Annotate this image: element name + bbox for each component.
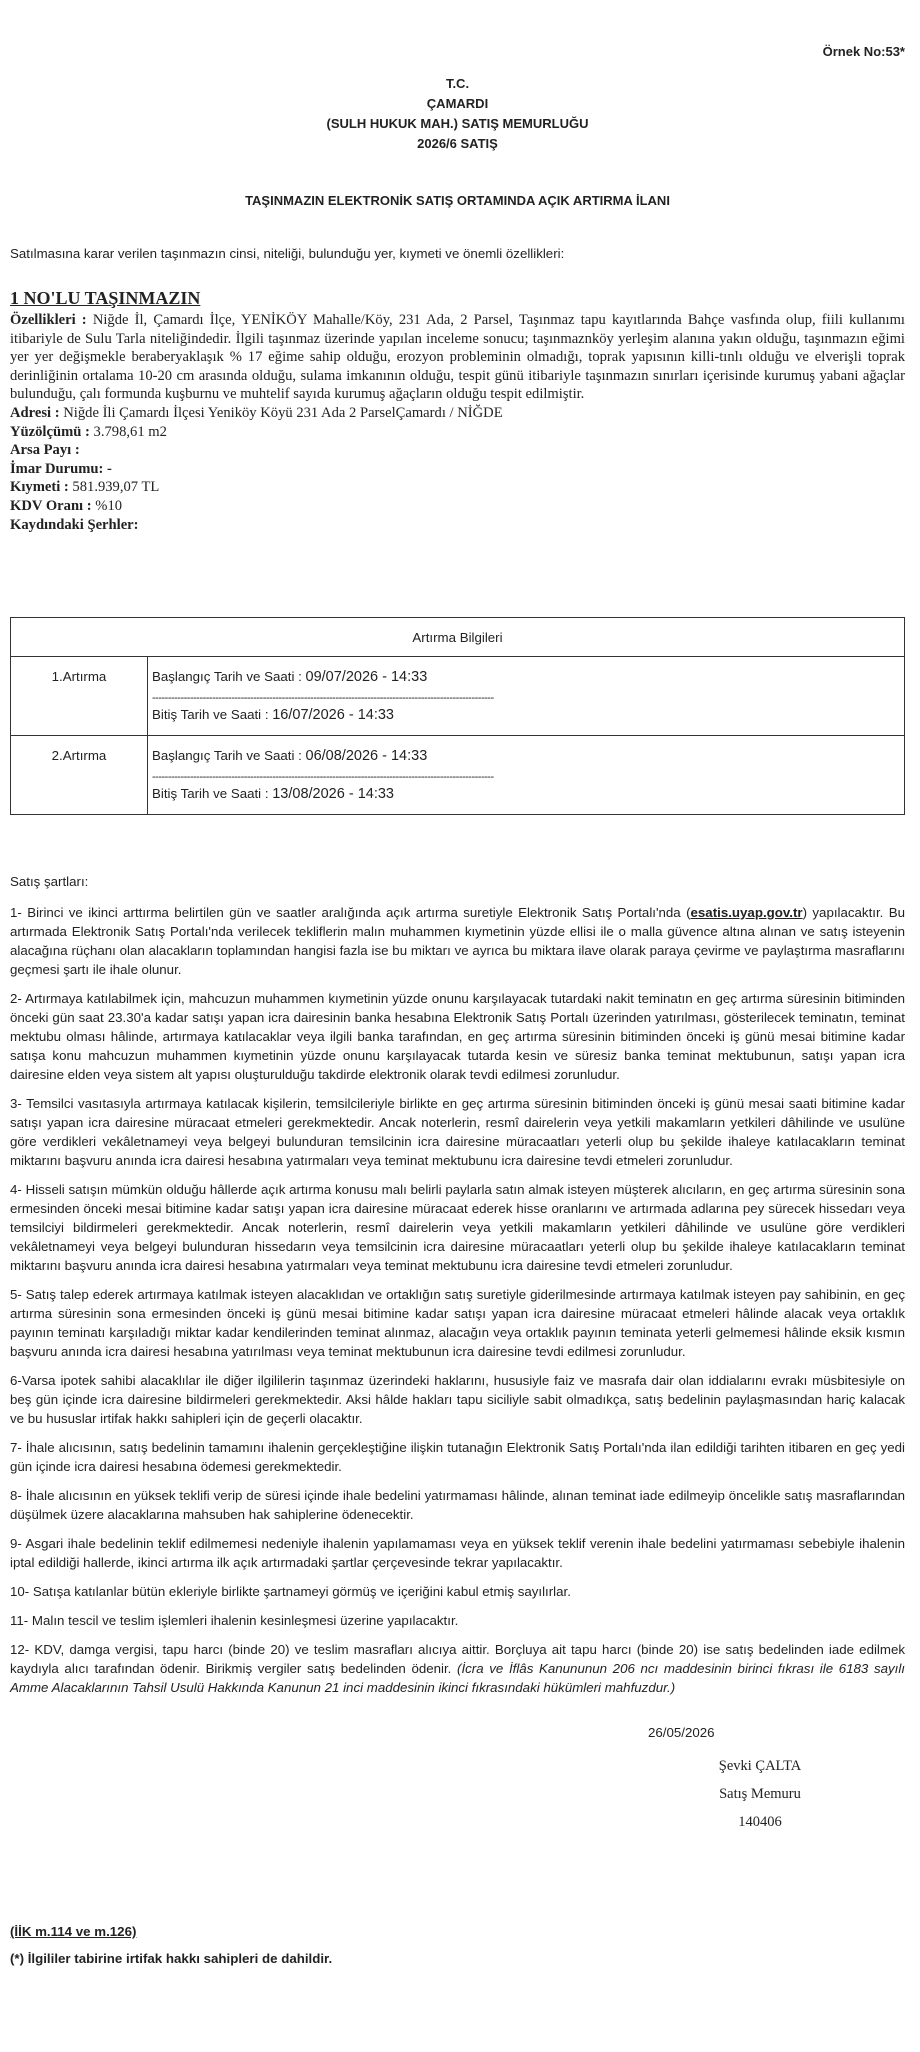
auction-row <box>11 657 905 736</box>
page-title: TAŞINMAZIN ELEKTRONİK SATIŞ ORTAMINDA AÇIK ARTIRMA İLANI <box>245 193 670 208</box>
signer-code: 140406 <box>738 1814 782 1830</box>
features-label: Özellikleri : <box>10 312 87 328</box>
value-label: Kıymeti : <box>10 479 69 496</box>
property-section <box>10 287 905 534</box>
auction-start <box>152 669 900 689</box>
end-value: 16/07/2026 - 14:33 <box>272 707 394 723</box>
date-separator: ------------------------------------------------------------------------------------------------------------ <box>152 692 494 704</box>
signature-date: 26/05/2026 <box>648 1725 715 1740</box>
date-separator: ------------------------------------------------------------------------------------------------------------ <box>152 771 494 783</box>
property-land-share <box>10 441 905 460</box>
auction-end <box>152 707 900 727</box>
property-heading: 1 NO'LU TAŞINMAZIN <box>10 288 201 308</box>
document-header <box>10 74 905 154</box>
esatis-link[interactable]: esatis.uyap.gov.tr <box>690 905 803 920</box>
property-value <box>10 478 905 497</box>
condition-5: 5- Satış talep ederek artırmaya katılmak isteyen alacaklıdan ve ortaklığın satış suretiyle giderilmesinde artırmaya katılmak isteyen pay sahibinin, en geç artırma süresinin sona ermesinden önceki iş günü mesai bitimine kadar satışı yapan icra dairesine müracaat etmeleri hâlinde alacak veya ortaklık payının teminatı karşıladığı miktar kadar kendilerinden teminat alınmaz, alacağın veya ortaklık payının teminata yeterli gelmemesi hâlinde eksik kısmın başvuru anında icra dairesi hesabına yatırılması veya teminat mektubunun icra dairesine tevdi edilmesi zorunludur. <box>10 1287 905 1359</box>
condition-12-text: 12- KDV, damga vergisi, tapu harcı (binde 20) ve teslim masrafları alıcıya aittir. Borçluya ait tapu harcı (binde 20) ise satış bedelinden iade edilmek kaydıyla alıcı tarafından ödenir. Birikmiş vergiler satış bedelinden ödenir. <box>10 1642 905 1676</box>
start-label: Başlangıç Tarih ve Saati : <box>152 669 302 684</box>
auction-table <box>10 617 905 815</box>
start-label: Başlangıç Tarih ve Saati : <box>152 748 302 763</box>
address-label: Adresi : <box>10 404 60 421</box>
auction-row <box>11 736 905 815</box>
end-label: Bitiş Tarih ve Saati : <box>152 786 269 801</box>
condition-12 <box>10 1640 905 1697</box>
value-amount: 581.939,07 TL <box>72 479 160 496</box>
condition-10: 10- Satışa katılanlar bütün ekleriyle birlikte şartnameyi görmüş ve içeriğini kabul etmiş sayılırlar. <box>10 1584 571 1599</box>
condition-1 <box>10 903 905 979</box>
auction-start <box>152 748 900 768</box>
features-value: Niğde İl, Çamardı İlçe, YENİKÖY Mahalle/Köy, 231 Ada, 2 Parsel, Taşınmaz tapu kayıtlarında Bahçe vasfında olup, fiili kullanımı itibariyle de Sulu Tarla niteliğindedir. İlgili taşınmaz üzerinde yapılan inceleme sonucu; taşınmaznköy yerleşim alanına yakın olduğu, taşınmazın eğimi yer yer değişmekle beraberyaklaşık % 17 eğime sahip olduğu, erozyon probleminin olmadığı, toprak yapısının killi-tınlı olduğu ve elverişli toprak derinliğinin ortalama 10-20 cm arasında olduğu, sulama imkanının olduğu, tespit günü itibariyle taşınmazın sınırları içerisinde kurumuş yabani ağaçlar bulunduğu, çalı formunda kuşburnu ve muhtelif sayıda kurumuş ağaçların olduğu tespit edilmiştir. <box>10 312 905 403</box>
condition-3: 3- Temsilci vasıtasıyla artırmaya katılacak kişilerin, temsilcileriyle birlikte en geç artırma süresinin bitiminden önceki iş günü mesai saati bitimine kadar satışı yapan icra dairesine müracaat etmeleri gerekmektedir. Ancak noterlerin, resmî dairelerin veya yetkili makamların yetkileri dâhilinde ve usulüne göre verdikleri vekâletnameyi veya belgeyi bulunduran temsilcinin icra dairesine müracaatları yeterli olup bu şekilde ihaleye katılacakların teminat miktarını başvuru anında icra dairesi hesabına yatırmaları veya teminat mektubunu icra dairesine tevdi etmeleri zorunludur. <box>10 1096 905 1168</box>
condition-2: 2- Artırmaya katılabilmek için, mahcuzun muhammen kıymetinin yüzde onunu karşılayacak tutardaki nakit teminatın en geç artırma süresinin bitiminden önceki gün saat 23.30'a kadar satışı yapan icra dairesinin banka hesabına Elektronik Satış Portalı üzerinden yatırılması, gösterilecek teminatın, teminat mektubu olması hâlinde, artırmaya katılacaklar veya ilgili banka tarafından, en geç artırma süresinin bitiminden önceki iş günü mesai bitimine kadar satışa konu mahcuzun muhammen kıymetinin yüzde onunu karşılayacak tutarda kesin ve süresiz banka teminat mektubunun, satışı yapan icra dairesine elden veya sistem alt yapısı oluşturulduğu takdirde elektronik olarak tevdi edilmesi zorunludur. <box>10 991 905 1082</box>
start-value: 09/07/2026 - 14:33 <box>305 669 428 685</box>
auction-dates <box>148 657 905 736</box>
condition-6: 6-Varsa ipotek sahibi alacaklılar ile diğer ilgililerin taşınmaz üzerindeki haklarını, hususiyle faiz ve masrafa dair olan iddialarını evrakı müsbitesiyle on beş gün içinde icra dairesine bildirmeleri gerekmektedir. Aksi hâlde hakları tapu siciliyle sabit olmadıkça, satış bedelinin paylaşmasından hariç kalacak ve bu hususlar irtifak hakkı sahipleri için de geçerli olacaktır. <box>10 1373 905 1426</box>
auction-dates <box>148 736 905 815</box>
auction-round-name: 2.Artırma <box>11 736 148 815</box>
property-features <box>10 311 905 404</box>
property-zoning <box>10 460 905 479</box>
condition-12-legal-note: (İcra ve İflâs Kanununun 206 ncı maddesinin birinci fıkrası ile 6183 sayılı Amme Alacaklarının Tahsil Usulü Hakkında Kanunun 21 inci maddesinin ikinci fıkrasındaki hükümleri mahfuzdur.) <box>10 1661 906 1695</box>
condition-1-text-a: 1- Birinci ve ikinci arttırma belirtilen gün ve saatler aralığında açık artırma suretiyle Elektronik Satış Portalı'nda ( <box>10 905 691 920</box>
vat-label: KDV Oranı : <box>10 497 92 514</box>
header-line-2: ÇAMARDI <box>426 96 489 111</box>
condition-8: 8- İhale alıcısının en yüksek teklifi verip de süresi içinde ihale bedelini yatırmaması hâlinde, alınan teminat iade edilmeyip öncelikle satış masraflarından düşülmek üzere alacaklarına mahsuben hak sahiplerine ödenecektir. <box>10 1488 905 1522</box>
land-share-label: Arsa Payı : <box>10 442 80 459</box>
signature-block <box>675 1752 845 1836</box>
address-value: Niğde İli Çamardı İlçesi Yeniköy Köyü 231 Ada 2 ParselÇamardı / NİĞDE <box>63 404 503 421</box>
auction-end <box>152 786 900 806</box>
conditions-heading: Satış şartları: <box>10 874 89 889</box>
condition-1-text-b: ) yapılacaktır. Bu artırmada Elektronik Satış Portalı'nda verilecek tekliflerin malın muhammen kıymetinin yüzde ellisi ile o malla güvence altına alınan ve satış isteyenin alacağına rüçhanı olan alacakların toplamından hangisi fazla ise bu miktarı ve ayrıca bu miktara ilave olarak paraya çevirme ve paylaştırma masraflarını geçmesi şartı ile ihale olunur. <box>10 905 905 977</box>
area-value: 3.798,61 m2 <box>93 423 167 440</box>
condition-11: 11- Malın tescil ve teslim işlemleri ihalenin kesinleşmesi üzerine yapılacaktır. <box>10 1613 459 1628</box>
annotations-label: Kaydındaki Şerhler: <box>10 516 139 533</box>
auction-table-heading: Artırma Bilgileri <box>11 618 905 657</box>
property-address <box>10 404 905 423</box>
auction-round-name: 1.Artırma <box>11 657 148 736</box>
condition-4: 4- Hisseli satışın mümkün olduğu hâllerde açık artırma konusu malı belirli paylarla satın almak isteyen müşterek alıcıların, en geç artırma süresinin sona ermesinden önceki mesai bitimine kadar satışı yapan icra dairesine müracaat ederek hisse oranlarını ve artırmada adlarına pey sürecek hissedarı veya temsilciyi bildirmeleri gerekmektedir. Ancak noterlerin, resmî dairelerin veya yetkili makamların yetkileri dâhilinde ve usulüne göre verdikleri vekâletnameyi veya belgeyi bulunduran hissedarın veya temsilcinin icra dairesine müracaatları yeterli olup bu şekilde ihaleye katılacakların teminat miktarını başvuru anında icra dairesi hesabına yatırmaları veya teminat mektubunu icra dairesine tevdi etmeleri zorunludur. <box>10 1182 905 1273</box>
vat-value: %10 <box>95 497 123 514</box>
header-line-3: (SULH HUKUK MAH.) SATIŞ MEMURLUĞU <box>326 116 589 131</box>
sample-number: Örnek No:53* <box>822 44 905 59</box>
start-value: 06/08/2026 - 14:33 <box>305 748 428 764</box>
end-label: Bitiş Tarih ve Saati : <box>152 707 269 722</box>
legal-reference: (İİK m.114 ve m.126) <box>10 1924 137 1939</box>
area-label: Yüzölçümü : <box>10 423 90 440</box>
signer-name: Şevki ÇALTA <box>718 1758 802 1774</box>
end-value: 13/08/2026 - 14:33 <box>272 786 394 802</box>
signer-title: Satış Memuru <box>719 1786 801 1802</box>
property-vat <box>10 497 905 516</box>
property-area <box>10 423 905 442</box>
condition-7: 7- İhale alıcısının, satış bedelinin tamamını ihalenin gerçekleştiğine ilişkin tutanağın Elektronik Satış Portalı'nda ilan edildiği tarihten itibaren en geç yedi gün içinde icra dairesi hesabına ödemesi gerekmektedir. <box>10 1440 905 1474</box>
zoning-value: - <box>107 460 112 477</box>
property-annotations <box>10 516 905 535</box>
intro-text: Satılmasına karar verilen taşınmazın cinsi, niteliği, bulunduğu yer, kıymeti ve önemli özellikleri: <box>10 246 565 261</box>
footnote: (*) İlgililer tabirine irtifak hakkı sahipleri de dahildir. <box>10 1951 333 1966</box>
sale-conditions <box>10 872 905 1707</box>
condition-9: 9- Asgari ihale bedelinin teklif edilmemesi nedeniyle ihalenin yapılamaması veya en yüksek teklif verenin ihale bedelini yatırmaması sebebiyle ihalenin iptal edildiği hallerde, ikinci artırma ilk açık artırmadaki şartlar çerçevesinde tekrar yapılacaktır. <box>10 1536 905 1570</box>
header-line-1: T.C. <box>445 76 470 91</box>
header-line-4: 2026/6 SATIŞ <box>417 136 498 151</box>
zoning-label: İmar Durumu: <box>10 460 104 477</box>
